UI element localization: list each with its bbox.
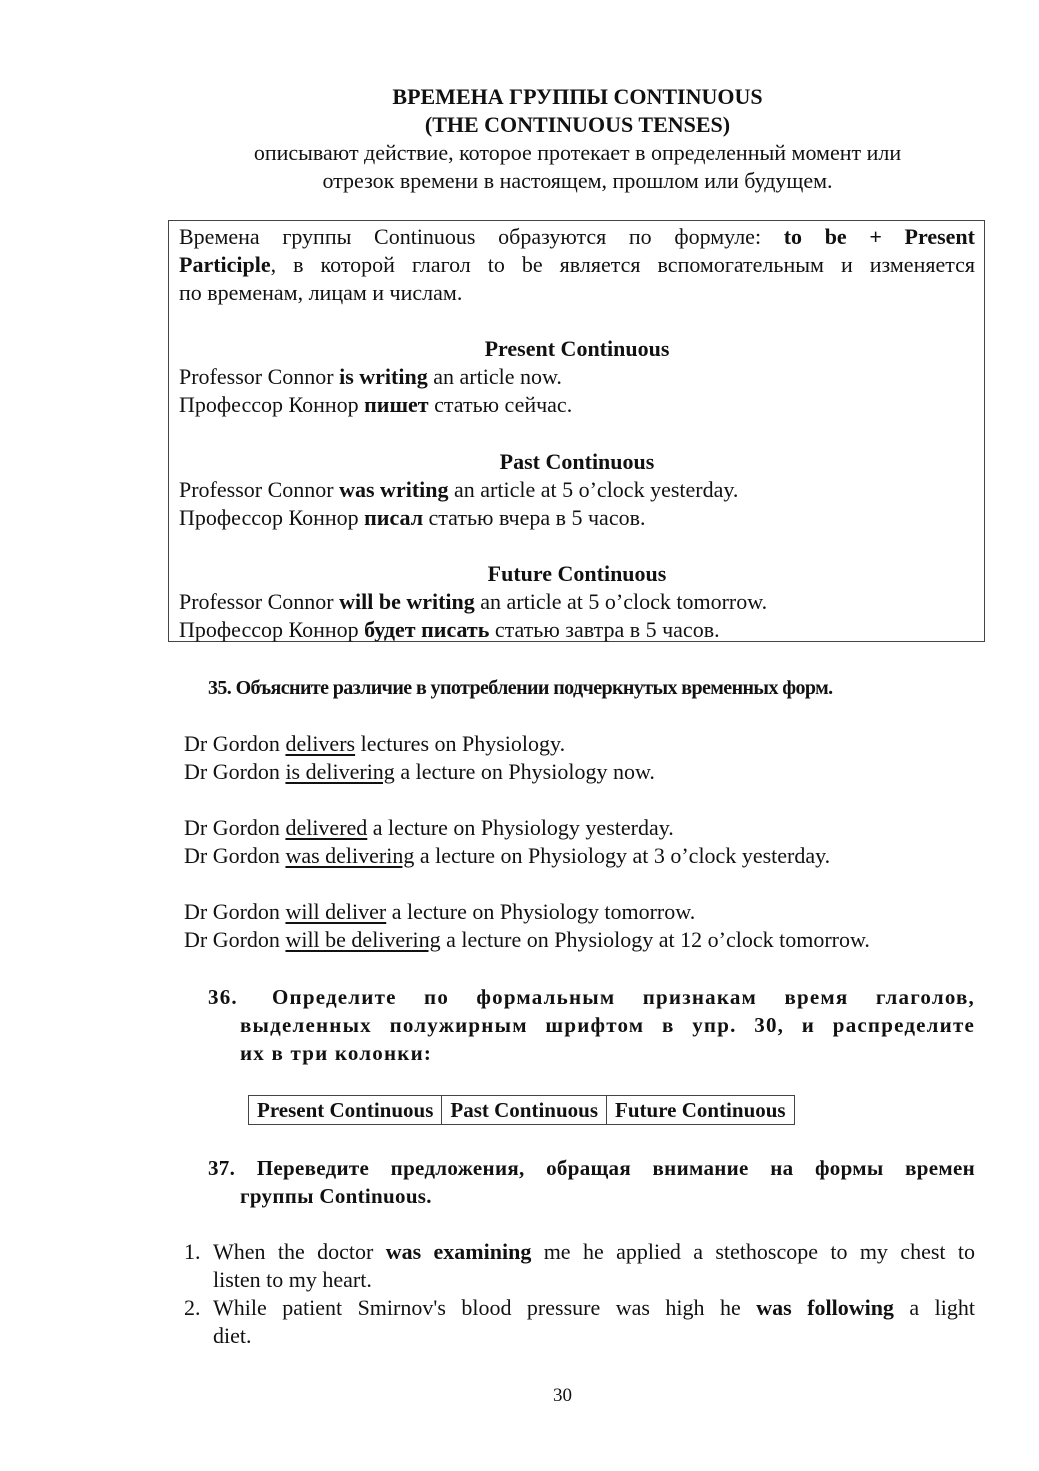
exercise-36-number: 36. [208, 985, 238, 1009]
exercise-35-line: Dr Gordon will deliver a lecture on Physiology tomorrow. [184, 899, 696, 924]
rule-intro-line-2 [179, 251, 975, 279]
future-continuous-heading: Future Continuous [487, 561, 667, 586]
rule-intro-line-3: по временам, лицам и числам. [179, 280, 463, 305]
rule-formula-participle: Participle [179, 252, 271, 277]
exercise-37-item: When the doctor was examining me he applied a stethoscope to my chest to [213, 1239, 975, 1264]
exercise-37-item: While patient Smirnov's blood pressure was high he was following a light [213, 1295, 975, 1320]
section-description-line-1: описывают действие, которое протекает в определенный момент или [253, 140, 902, 165]
exercise-35-line: Dr Gordon will be delivering a lecture on Physiology at 12 o’clock tomorrow. [184, 927, 870, 952]
exercise-35-line: Dr Gordon is delivering a lecture on Physiology now. [184, 759, 655, 784]
exercise-37-title-line-1: 37. Переведите предложения, обращая внимание на формы времен [208, 1156, 975, 1180]
exercise-37-title-line-2: группы Continuous. [240, 1184, 432, 1208]
exercise-37-item-continuation: diet. [213, 1323, 252, 1348]
exercise-37-item-continuation: listen to my heart. [213, 1267, 372, 1292]
table-header-future-continuous: Future Continuous [607, 1096, 795, 1125]
present-continuous-heading: Present Continuous [484, 336, 670, 361]
present-continuous-example-en: Professor Connor is writing an article now. [179, 364, 562, 389]
future-continuous-example-ru: Профессор Коннор будет писать статью завтра в 5 часов. [179, 617, 720, 642]
past-continuous-heading: Past Continuous [499, 449, 655, 474]
past-continuous-example-en: Professor Connor was writing an article at 5 o’clock yesterday. [179, 477, 739, 502]
rule-intro-text: Времена группы Continuous образуются по формуле: [179, 224, 762, 249]
exercise-35-line: Dr Gordon delivered a lecture on Physiology yesterday. [184, 815, 674, 840]
past-continuous-example-ru: Профессор Коннор писал статью вчера в 5 часов. [179, 505, 646, 530]
section-subtitle: (THE CONTINUOUS TENSES) [424, 112, 731, 137]
table-header-present-continuous: Present Continuous [249, 1096, 442, 1125]
exercise-36-line-2: выделенных полужирным шрифтом в упр. 30, и распределите [240, 1013, 975, 1037]
exercise-35-line: Dr Gordon delivers lectures on Physiology. [184, 731, 566, 756]
exercise-36-line-1: Определите по формальным признакам время глаголов, [272, 985, 975, 1009]
exercise-36-line-3: их в три колонки: [240, 1041, 433, 1065]
section-description-line-2: отрезок времени в настоящем, прошлом или будущем. [322, 168, 833, 193]
future-continuous-example-en: Professor Connor will be writing an article at 5 o’clock tomorrow. [179, 589, 768, 614]
rule-formula: to be + Present [783, 224, 975, 249]
table-row [249, 1096, 795, 1125]
exercise-37-item-number: 2. [184, 1295, 201, 1320]
rule-intro-text-2: , в которой глагол to be является вспомогательным и изменяется [270, 252, 975, 277]
rule-intro-line-1 [179, 223, 975, 251]
table-header-past-continuous: Past Continuous [442, 1096, 607, 1125]
section-title: ВРЕМЕНА ГРУППЫ CONTINUOUS [392, 84, 763, 109]
exercise-35-line: Dr Gordon was delivering a lecture on Physiology at 3 o’clock yesterday. [184, 843, 831, 868]
tense-columns-table [248, 1095, 795, 1125]
present-continuous-example-ru: Профессор Коннор пишет статью сейчас. [179, 392, 573, 417]
exercise-35-title: 35. Объясните различие в употреблении подчеркнутых временных форм. [208, 677, 833, 699]
page-number: 30 [553, 1385, 572, 1406]
exercise-37-item-number: 1. [184, 1239, 201, 1264]
